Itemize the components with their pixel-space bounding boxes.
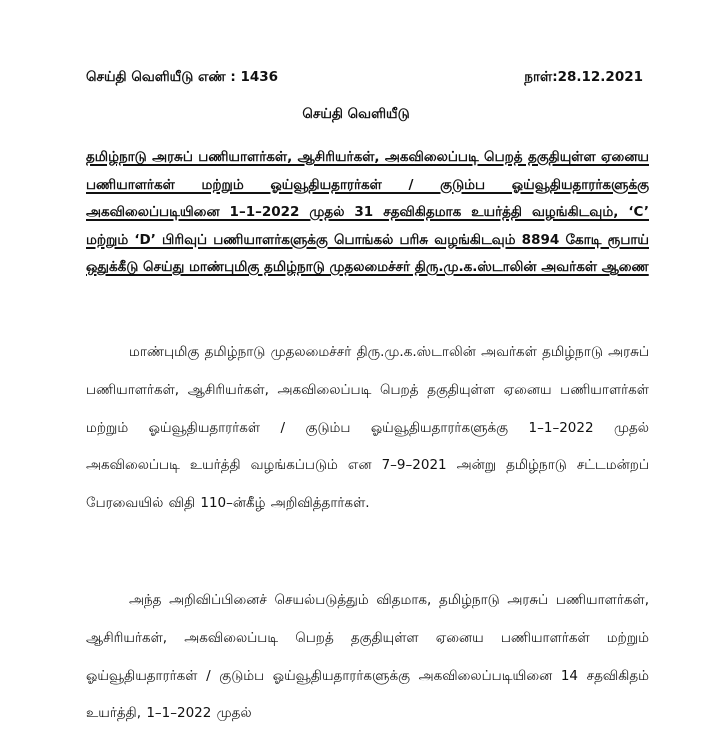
body-paragraph-1: மாண்புமிகு தமிழ்நாடு முதலமைச்சர் திரு.மு.க.ஸ்டாலின் அவர்கள் தமிழ்நாடு அரசுப் பணியாளர்கள், ஆசிரியர்கள், அகவிலைப்படி பெறத் தகுதியுள்ள ஏனைய பணியாளர்கள் மற்றும் ஓய்வூதியதாரர்கள் / குடும்ப ஓய்வூதியதாரர்களுக்கு 1–1–2022 முதல் அகவிலைப்படி உயர்த்தி வழங்கப்படும் என 7–9–2021 அன்று தமிழ்நாடு சட்டமன்றப் பேரவையில் விதி 110–ன்கீழ் அறிவித்தார்கள். [86, 344, 649, 512]
body-paragraph-2: அந்த அறிவிப்பினைச் செயல்படுத்தும் விதமாக, தமிழ்நாடு அரசுப் பணியாளர்கள், ஆசிரியர்கள், அகவிலைப்படி பெறத் தகுதியுள்ள ஏனைய பணியாளர்கள் மற்றும் ஓய்வூதியதாரர்கள் / குடும்ப ஓய்வூதியதாரர்களுக்கு அகவிலைப்படியினை 14 சதவிகிதம் உயர்த்தி, 1–1–2022 முதல் [86, 592, 649, 722]
release-number: செய்தி வெளியீடு எண் : 1436 [86, 69, 279, 85]
release-date: நாள்:28.12.2021 [524, 69, 643, 85]
header-row [86, 68, 643, 88]
document-title: செய்தி வெளியீடு [302, 106, 410, 122]
headline: தமிழ்நாடு அரசுப் பணியாளர்கள், ஆசிரியர்கள், அகவிலைப்படி பெறத் தகுதியுள்ள ஏனைய பணியாளர்கள் மற்றும் ஓய்வூதியதாரர்கள் / குடும்ப ஓய்வூதியதாரர்களுக்கு அகவிலைப்படியினை 1–1–2022 முதல் 31 சதவிகிதமாக உயர்த்தி வழங்கிடவும், ‘C’ மற்றும் ‘D’ பிரிவுப் பணியாளர்களுக்கு பொங்கல் பரிசு வழங்கிடவும் 8894 கோடி ரூபாய் ஒதுக்கீடு செய்து மாண்புமிகு தமிழ்நாடு முதலமைச்சர் திரு.மு.க.ஸ்டாலின் அவர்கள் ஆணை [86, 149, 649, 276]
